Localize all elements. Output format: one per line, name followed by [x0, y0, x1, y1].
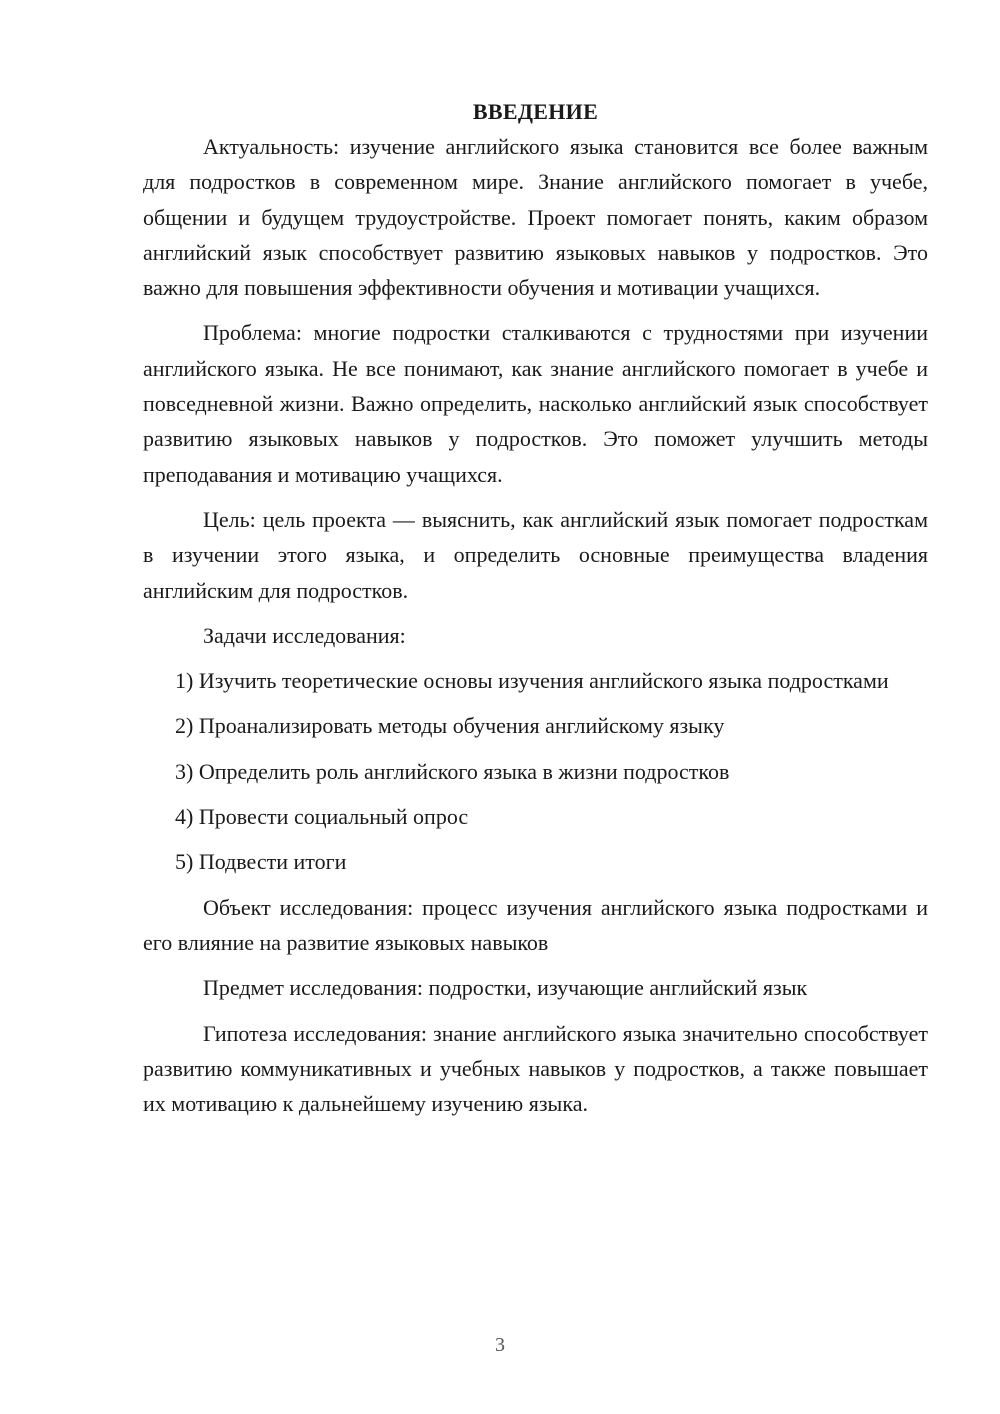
list-item: 1) Изучить теоретические основы изучения английского языка подростками: [175, 668, 889, 694]
paragraph-problem: Проблема: многие подростки сталкиваются с трудностями при изучении английского языка. Не все понимают, как знание английского помогает в учебе и повседневной жизни. Важно определить, насколько английский язык способствует развитию языковых навыков у подростков. Это поможет улучшить методы преподавания и мотивацию учащихся.: [143, 320, 928, 487]
document-page: [143, 94, 928, 1131]
paragraph-goal: Цель: цель проекта — выяснить, как английский язык помогает подросткам в изучении этого языка, и определить основные преимущества владения английским для подростков.: [143, 506, 928, 603]
list-item: 2) Проанализировать методы обучения английскому языку: [175, 713, 725, 739]
paragraph-relevance: Актуальность: изучение английского языка становится все более важным для подростков в современном мире. Знание английского помогает в учебе, общении и будущем трудоустройстве. Проект помогает понять, каким образом английский язык способствует развитию языковых навыков у подростков. Это важно для повышения эффективности обучения и мотивации учащихся.: [143, 134, 928, 301]
paragraph-hypothesis: Гипотеза исследования: знание английского языка значительно способствует развитию коммуникативных и учебных навыков у подростков, а также повышает их мотивацию к дальнейшему изучению языка.: [143, 1020, 928, 1117]
list-item: 3) Определить роль английского языка в жизни подростков: [175, 758, 730, 784]
paragraph-subject: Предмет исследования: подростки, изучающие английский язык: [203, 975, 808, 1001]
page-title: ВВЕДЕНИЕ: [472, 99, 599, 124]
tasks-list: [143, 663, 928, 879]
page-number: 3: [495, 1334, 505, 1356]
list-item: 4) Провести социальный опрос: [175, 804, 469, 830]
list-item: 5) Подвести итоги: [175, 849, 347, 875]
paragraph-tasks-title: Задачи исследования:: [203, 622, 406, 648]
paragraph-object: Объект исследования: процесс изучения английского языка подростками и его влияние на развитие языковых навыков: [143, 894, 928, 955]
